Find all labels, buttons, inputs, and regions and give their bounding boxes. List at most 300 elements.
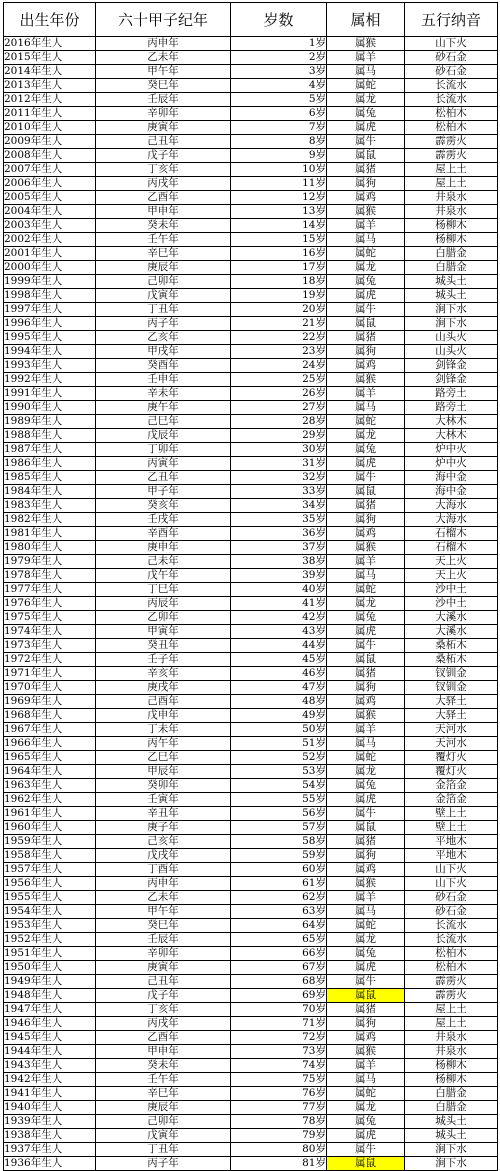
age-cell: 24岁	[231, 359, 327, 373]
zodiac-cell: 属猴	[327, 709, 405, 723]
table-row	[4, 1045, 498, 1059]
zodiac-cell: 属鼠	[327, 989, 405, 1003]
ganzhi-cell: 乙酉年	[96, 191, 231, 205]
nayin-cell: 杨柳木	[405, 233, 498, 247]
nayin-cell: 山下火	[405, 37, 498, 51]
age-cell: 62岁	[231, 891, 327, 905]
zodiac-cell: 属兔	[327, 275, 405, 289]
table-row	[4, 807, 498, 821]
zodiac-cell: 属羊	[327, 1059, 405, 1073]
nayin-cell: 长流水	[405, 933, 498, 947]
zodiac-cell: 属羊	[327, 219, 405, 233]
age-cell: 77岁	[231, 1101, 327, 1115]
table-row	[4, 51, 498, 65]
age-cell: 51岁	[231, 737, 327, 751]
birth-year-cell: 1985年生人	[4, 471, 96, 485]
age-cell: 9岁	[231, 149, 327, 163]
table-row	[4, 1073, 498, 1087]
birth-year-cell: 1994年生人	[4, 345, 96, 359]
birth-year-cell: 2009年生人	[4, 135, 96, 149]
ganzhi-cell: 壬戌年	[96, 513, 231, 527]
birth-year-cell: 1951年生人	[4, 947, 96, 961]
nayin-cell: 井泉水	[405, 1045, 498, 1059]
age-cell: 15岁	[231, 233, 327, 247]
ganzhi-cell: 癸丑年	[96, 639, 231, 653]
ganzhi-cell: 壬午年	[96, 1073, 231, 1087]
table-row	[4, 681, 498, 695]
zodiac-cell: 属羊	[327, 723, 405, 737]
age-cell: 45岁	[231, 653, 327, 667]
age-cell: 69岁	[231, 989, 327, 1003]
table-row	[4, 947, 498, 961]
zodiac-cell: 属鸡	[327, 863, 405, 877]
ganzhi-cell: 丙午年	[96, 737, 231, 751]
table-row	[4, 1059, 498, 1073]
nayin-cell: 砂石金	[405, 51, 498, 65]
ganzhi-cell: 甲寅年	[96, 625, 231, 639]
ganzhi-cell: 壬辰年	[96, 933, 231, 947]
nayin-cell: 霹雳火	[405, 149, 498, 163]
zodiac-cell: 属蛇	[327, 583, 405, 597]
birth-year-cell: 1967年生人	[4, 723, 96, 737]
ganzhi-cell: 癸酉年	[96, 359, 231, 373]
zodiac-cell: 属牛	[327, 471, 405, 485]
birth-year-cell: 2015年生人	[4, 51, 96, 65]
nayin-cell: 松柏木	[405, 961, 498, 975]
nayin-cell: 大驿土	[405, 695, 498, 709]
age-cell: 23岁	[231, 345, 327, 359]
birth-year-cell: 1989年生人	[4, 415, 96, 429]
nayin-cell: 平地木	[405, 835, 498, 849]
table-row	[4, 513, 498, 527]
birth-year-cell: 1937年生人	[4, 1143, 96, 1157]
birth-year-cell: 1938年生人	[4, 1129, 96, 1143]
table-row	[4, 499, 498, 513]
age-cell: 17岁	[231, 261, 327, 275]
nayin-cell: 剑锋金	[405, 373, 498, 387]
table-row	[4, 1087, 498, 1101]
ganzhi-cell: 辛酉年	[96, 527, 231, 541]
table-row	[4, 667, 498, 681]
birth-year-cell: 1982年生人	[4, 513, 96, 527]
ganzhi-cell: 癸巳年	[96, 79, 231, 93]
zodiac-cell: 属鸡	[327, 191, 405, 205]
age-cell: 18岁	[231, 275, 327, 289]
birth-year-cell: 1965年生人	[4, 751, 96, 765]
nayin-cell: 白腊金	[405, 247, 498, 261]
birth-year-cell: 1986年生人	[4, 457, 96, 471]
ganzhi-cell: 丙子年	[96, 317, 231, 331]
ganzhi-cell: 壬申年	[96, 373, 231, 387]
zodiac-cell: 属鼠	[327, 149, 405, 163]
age-cell: 27岁	[231, 401, 327, 415]
age-cell: 8岁	[231, 135, 327, 149]
age-cell: 4岁	[231, 79, 327, 93]
age-cell: 49岁	[231, 709, 327, 723]
age-cell: 7岁	[231, 121, 327, 135]
ganzhi-cell: 壬子年	[96, 653, 231, 667]
age-cell: 54岁	[231, 779, 327, 793]
table-row	[4, 961, 498, 975]
birth-year-cell: 1991年生人	[4, 387, 96, 401]
birth-year-cell: 1973年生人	[4, 639, 96, 653]
ganzhi-cell: 乙亥年	[96, 331, 231, 345]
nayin-cell: 砂石金	[405, 65, 498, 79]
table-row	[4, 723, 498, 737]
zodiac-cell: 属兔	[327, 779, 405, 793]
nayin-cell: 桑柘木	[405, 639, 498, 653]
table-row	[4, 317, 498, 331]
table-row	[4, 905, 498, 919]
zodiac-cell: 属狗	[327, 345, 405, 359]
zodiac-cell: 属猴	[327, 541, 405, 555]
nayin-cell: 砂石金	[405, 891, 498, 905]
ganzhi-cell: 甲辰年	[96, 765, 231, 779]
age-cell: 80岁	[231, 1143, 327, 1157]
nayin-cell: 霹雳火	[405, 135, 498, 149]
nayin-cell: 长流水	[405, 93, 498, 107]
table-row	[4, 331, 498, 345]
table-row	[4, 919, 498, 933]
table-row	[4, 121, 498, 135]
table-row	[4, 1017, 498, 1031]
zodiac-cell: 属猪	[327, 835, 405, 849]
age-cell: 46岁	[231, 667, 327, 681]
age-cell: 40岁	[231, 583, 327, 597]
ganzhi-cell: 乙丑年	[96, 471, 231, 485]
table-body	[4, 37, 498, 1171]
age-cell: 5岁	[231, 93, 327, 107]
ganzhi-cell: 壬寅年	[96, 793, 231, 807]
birth-year-cell: 1953年生人	[4, 919, 96, 933]
table-row	[4, 289, 498, 303]
ganzhi-cell: 辛巳年	[96, 247, 231, 261]
birth-year-cell: 1977年生人	[4, 583, 96, 597]
nayin-cell: 涧下水	[405, 1143, 498, 1157]
ganzhi-cell: 戊子年	[96, 149, 231, 163]
table-row	[4, 891, 498, 905]
birth-year-cell: 1990年生人	[4, 401, 96, 415]
birth-year-cell: 1968年生人	[4, 709, 96, 723]
nayin-cell: 松柏木	[405, 121, 498, 135]
ganzhi-cell: 丁亥年	[96, 163, 231, 177]
birth-year-cell: 1974年生人	[4, 625, 96, 639]
ganzhi-cell: 己亥年	[96, 835, 231, 849]
ganzhi-cell: 甲申年	[96, 205, 231, 219]
table-row	[4, 1143, 498, 1157]
nayin-cell: 钗钏金	[405, 681, 498, 695]
birth-year-cell: 1950年生人	[4, 961, 96, 975]
zodiac-cell: 属龙	[327, 1101, 405, 1115]
birth-year-cell: 1987年生人	[4, 443, 96, 457]
nayin-cell: 平地木	[405, 849, 498, 863]
birth-year-cell: 1971年生人	[4, 667, 96, 681]
ganzhi-cell: 庚辰年	[96, 1101, 231, 1115]
nayin-cell: 长流水	[405, 79, 498, 93]
age-cell: 36岁	[231, 527, 327, 541]
zodiac-cell: 属牛	[327, 1143, 405, 1157]
nayin-cell: 沙中土	[405, 583, 498, 597]
zodiac-cell: 属牛	[327, 135, 405, 149]
table-row	[4, 653, 498, 667]
table-row	[4, 821, 498, 835]
nayin-cell: 大海水	[405, 499, 498, 513]
ganzhi-cell: 辛巳年	[96, 1087, 231, 1101]
zodiac-cell: 属马	[327, 569, 405, 583]
zodiac-cell: 属羊	[327, 51, 405, 65]
ganzhi-cell: 壬辰年	[96, 93, 231, 107]
birth-year-cell: 1959年生人	[4, 835, 96, 849]
zodiac-cell: 属鼠	[327, 485, 405, 499]
birth-year-cell: 1957年生人	[4, 863, 96, 877]
birth-year-cell: 1963年生人	[4, 779, 96, 793]
zodiac-cell: 属兔	[327, 947, 405, 961]
ganzhi-cell: 癸亥年	[96, 499, 231, 513]
nayin-cell: 大林木	[405, 415, 498, 429]
nayin-cell: 杨柳木	[405, 1059, 498, 1073]
zodiac-cell: 属虎	[327, 289, 405, 303]
ganzhi-cell: 甲子年	[96, 485, 231, 499]
ganzhi-cell: 庚午年	[96, 401, 231, 415]
nayin-cell: 涧下水	[405, 317, 498, 331]
header-ganzhi-year: 六十甲子纪年	[96, 3, 231, 37]
ganzhi-cell: 甲午年	[96, 65, 231, 79]
birth-year-cell: 1943年生人	[4, 1059, 96, 1073]
nayin-cell: 炉中火	[405, 457, 498, 471]
zodiac-cell: 属牛	[327, 807, 405, 821]
zodiac-age-table	[3, 2, 498, 1171]
birth-year-cell: 2001年生人	[4, 247, 96, 261]
table-row	[4, 527, 498, 541]
zodiac-cell: 属马	[327, 65, 405, 79]
table-row	[4, 737, 498, 751]
ganzhi-cell: 己巳年	[96, 415, 231, 429]
ganzhi-cell: 癸巳年	[96, 919, 231, 933]
zodiac-cell: 属马	[327, 233, 405, 247]
birth-year-cell: 2003年生人	[4, 219, 96, 233]
age-cell: 64岁	[231, 919, 327, 933]
age-cell: 28岁	[231, 415, 327, 429]
nayin-cell: 城头土	[405, 289, 498, 303]
zodiac-cell: 属猪	[327, 667, 405, 681]
birth-year-cell: 1960年生人	[4, 821, 96, 835]
ganzhi-cell: 辛丑年	[96, 807, 231, 821]
table-row	[4, 107, 498, 121]
birth-year-cell: 1978年生人	[4, 569, 96, 583]
nayin-cell: 天河水	[405, 737, 498, 751]
birth-year-cell: 1961年生人	[4, 807, 96, 821]
ganzhi-cell: 乙未年	[96, 891, 231, 905]
age-cell: 37岁	[231, 541, 327, 555]
age-cell: 81岁	[231, 1157, 327, 1171]
zodiac-cell: 属狗	[327, 177, 405, 191]
nayin-cell: 天上火	[405, 569, 498, 583]
age-cell: 47岁	[231, 681, 327, 695]
zodiac-cell: 属猴	[327, 1045, 405, 1059]
age-cell: 25岁	[231, 373, 327, 387]
table-row	[4, 163, 498, 177]
nayin-cell: 桑柘木	[405, 653, 498, 667]
zodiac-cell: 属虎	[327, 625, 405, 639]
birth-year-cell: 1984年生人	[4, 485, 96, 499]
ganzhi-cell: 辛卯年	[96, 107, 231, 121]
ganzhi-cell: 庚寅年	[96, 961, 231, 975]
zodiac-cell: 属猪	[327, 1003, 405, 1017]
nayin-cell: 沙中土	[405, 597, 498, 611]
birth-year-cell: 1976年生人	[4, 597, 96, 611]
table-row	[4, 37, 498, 51]
nayin-cell: 砂石金	[405, 905, 498, 919]
nayin-cell: 城头土	[405, 275, 498, 289]
birth-year-cell: 2007年生人	[4, 163, 96, 177]
table-row	[4, 205, 498, 219]
age-cell: 12岁	[231, 191, 327, 205]
age-cell: 11岁	[231, 177, 327, 191]
age-cell: 56岁	[231, 807, 327, 821]
age-cell: 79岁	[231, 1129, 327, 1143]
age-cell: 26岁	[231, 387, 327, 401]
table-row	[4, 933, 498, 947]
age-cell: 48岁	[231, 695, 327, 709]
birth-year-cell: 1939年生人	[4, 1115, 96, 1129]
ganzhi-cell: 丙申年	[96, 877, 231, 891]
birth-year-cell: 1992年生人	[4, 373, 96, 387]
nayin-cell: 杨柳木	[405, 1073, 498, 1087]
table-row	[4, 1115, 498, 1129]
ganzhi-cell: 丙申年	[96, 37, 231, 51]
nayin-cell: 杨柳木	[405, 219, 498, 233]
table-row	[4, 261, 498, 275]
nayin-cell: 山下火	[405, 877, 498, 891]
header-birth-year: 出生年份	[4, 3, 96, 37]
nayin-cell: 金箔金	[405, 779, 498, 793]
table-row	[4, 877, 498, 891]
ganzhi-cell: 乙酉年	[96, 1031, 231, 1045]
birth-year-cell: 1958年生人	[4, 849, 96, 863]
zodiac-cell: 属蛇	[327, 247, 405, 261]
table-row	[4, 1129, 498, 1143]
zodiac-cell: 属狗	[327, 681, 405, 695]
table-row	[4, 793, 498, 807]
table-row	[4, 583, 498, 597]
ganzhi-cell: 庚子年	[96, 821, 231, 835]
zodiac-cell: 属蛇	[327, 415, 405, 429]
nayin-cell: 山下火	[405, 863, 498, 877]
table-row	[4, 779, 498, 793]
age-cell: 30岁	[231, 443, 327, 457]
age-cell: 6岁	[231, 107, 327, 121]
age-cell: 53岁	[231, 765, 327, 779]
table-row	[4, 751, 498, 765]
zodiac-cell: 属马	[327, 737, 405, 751]
header-row	[4, 3, 498, 37]
birth-year-cell: 1980年生人	[4, 541, 96, 555]
header-zodiac: 属相	[327, 3, 405, 37]
age-cell: 41岁	[231, 597, 327, 611]
table-row	[4, 863, 498, 877]
birth-year-cell: 1993年生人	[4, 359, 96, 373]
ganzhi-cell: 己酉年	[96, 695, 231, 709]
ganzhi-cell: 壬午年	[96, 233, 231, 247]
table-row	[4, 1003, 498, 1017]
nayin-cell: 白腊金	[405, 261, 498, 275]
ganzhi-cell: 辛卯年	[96, 947, 231, 961]
zodiac-cell: 属兔	[327, 1115, 405, 1129]
table-row	[4, 849, 498, 863]
zodiac-cell: 属狗	[327, 513, 405, 527]
nayin-cell: 石榴木	[405, 527, 498, 541]
birth-year-cell: 1944年生人	[4, 1045, 96, 1059]
nayin-cell: 长流水	[405, 919, 498, 933]
table-row	[4, 443, 498, 457]
ganzhi-cell: 庚申年	[96, 541, 231, 555]
zodiac-cell: 属兔	[327, 443, 405, 457]
age-cell: 38岁	[231, 555, 327, 569]
zodiac-cell: 属蛇	[327, 1087, 405, 1101]
table-row	[4, 639, 498, 653]
nayin-cell: 山头火	[405, 345, 498, 359]
birth-year-cell: 1956年生人	[4, 877, 96, 891]
zodiac-cell: 属蛇	[327, 919, 405, 933]
ganzhi-cell: 辛未年	[96, 387, 231, 401]
ganzhi-cell: 乙卯年	[96, 611, 231, 625]
ganzhi-cell: 丙戌年	[96, 1017, 231, 1031]
age-cell: 33岁	[231, 485, 327, 499]
ganzhi-cell: 戊申年	[96, 709, 231, 723]
nayin-cell: 大驿土	[405, 709, 498, 723]
birth-year-cell: 1945年生人	[4, 1031, 96, 1045]
age-cell: 70岁	[231, 1003, 327, 1017]
ganzhi-cell: 乙巳年	[96, 751, 231, 765]
zodiac-cell: 属鼠	[327, 653, 405, 667]
zodiac-cell: 属龙	[327, 429, 405, 443]
ganzhi-cell: 丙戌年	[96, 177, 231, 191]
birth-year-cell: 2004年生人	[4, 205, 96, 219]
birth-year-cell: 1996年生人	[4, 317, 96, 331]
table-row	[4, 611, 498, 625]
age-cell: 31岁	[231, 457, 327, 471]
ganzhi-cell: 丁丑年	[96, 1143, 231, 1157]
age-cell: 43岁	[231, 625, 327, 639]
birth-year-cell: 1972年生人	[4, 653, 96, 667]
table-row	[4, 359, 498, 373]
nayin-cell: 大溪水	[405, 611, 498, 625]
ganzhi-cell: 辛亥年	[96, 667, 231, 681]
nayin-cell: 海中金	[405, 485, 498, 499]
age-cell: 61岁	[231, 877, 327, 891]
ganzhi-cell: 己丑年	[96, 135, 231, 149]
ganzhi-cell: 庚寅年	[96, 121, 231, 135]
nayin-cell: 城头土	[405, 1129, 498, 1143]
birth-year-cell: 1954年生人	[4, 905, 96, 919]
ganzhi-cell: 丁巳年	[96, 583, 231, 597]
table-row	[4, 429, 498, 443]
ganzhi-cell: 戊子年	[96, 989, 231, 1003]
birth-year-cell: 2008年生人	[4, 149, 96, 163]
nayin-cell: 天上火	[405, 555, 498, 569]
birth-year-cell: 1941年生人	[4, 1087, 96, 1101]
ganzhi-cell: 己卯年	[96, 275, 231, 289]
age-cell: 78岁	[231, 1115, 327, 1129]
age-cell: 14岁	[231, 219, 327, 233]
age-cell: 22岁	[231, 331, 327, 345]
table-row	[4, 989, 498, 1003]
birth-year-cell: 2011年生人	[4, 107, 96, 121]
zodiac-cell: 属马	[327, 1073, 405, 1087]
nayin-cell: 霹雳火	[405, 975, 498, 989]
age-cell: 35岁	[231, 513, 327, 527]
age-cell: 74岁	[231, 1059, 327, 1073]
